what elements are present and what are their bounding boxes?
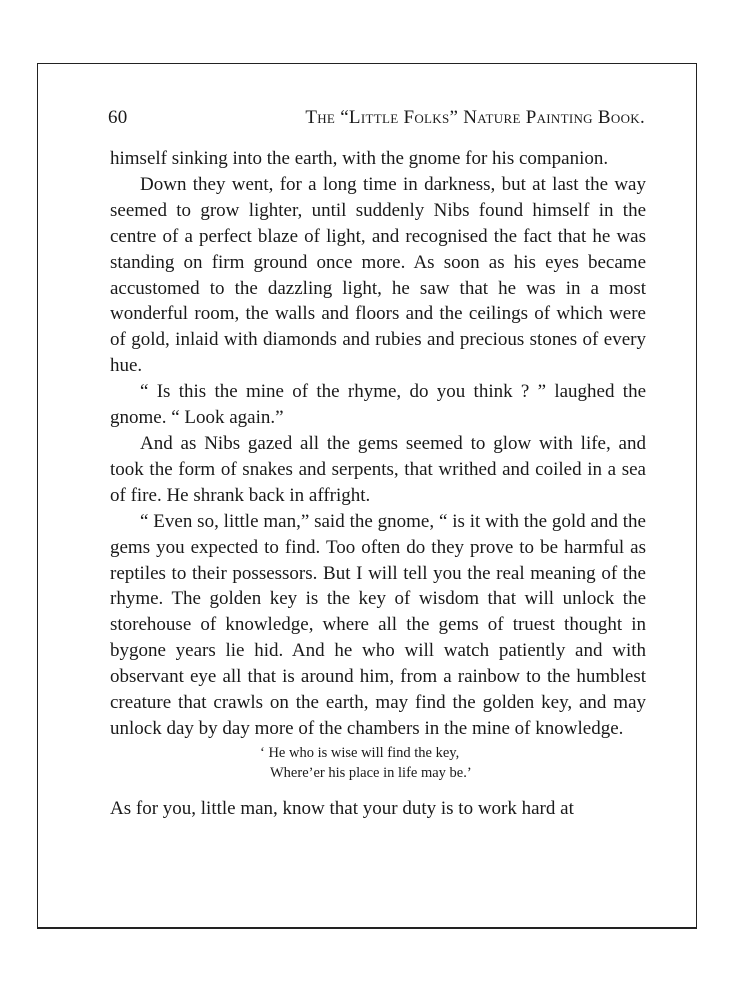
verse-line: ‘ He who is wise will find the key, [260,744,460,761]
running-head [108,107,645,131]
left-rule [37,63,38,927]
paragraph: “ Even so, little man,” said the gnome, “ is it with the gold and the gems you expected to find. Too often do they prove to be harmful as reptiles to their possessors. But I will tell you the real meaning of the rhyme. The golden key is the key of wisdom that will unlock the storehouse of knowledge, where all the gems of truest thought in bygone years lie hid. And he who will watch patiently and with observant eye all that is around him, from a rainbow to the humblest creature that crawls on the earth, may find the golden key, and may unlock day by day more of the chambers in the mine of knowledge. [110,510,646,739]
paragraph: Down they went, for a long time in darkness, but at last the way seemed to grow lighter, until suddenly Nibs found himself in the centre of a perfect blaze of light, and recognised the fact that he was standing on firm ground once more. As soon as his eyes became accustomed to the dazzling light, he saw that he was in a most wonderful room, the walls and floors and the ceilings of which were of gold, inlaid with diamonds and rubies and precious stones of every hue. [110,173,646,377]
paragraph: And as Nibs gazed all the gems seemed to glow with life, and took the form of snakes and serpents, that writhed and coiled in a sea of fire. He shrank back in affright. [110,432,646,506]
verse-line: Where’er his place in life may be.’ [270,764,472,781]
paragraph: himself sinking into the earth, with the gnome for his companion. [110,148,609,169]
paragraph: “ Is this the mine of the rhyme, do you think ? ” laughed the gnome. “ Look again.” [110,381,646,429]
verse-quote [260,742,646,796]
bottom-rule [37,927,697,929]
top-rule [37,63,697,64]
paragraph: As for you, little man, know that your duty is to work hard at [110,797,574,819]
right-rule [696,63,697,927]
body-text [110,146,646,822]
page-number: 60 [108,107,128,128]
running-title: The “Little Folks” Nature Painting Book. [305,107,645,128]
